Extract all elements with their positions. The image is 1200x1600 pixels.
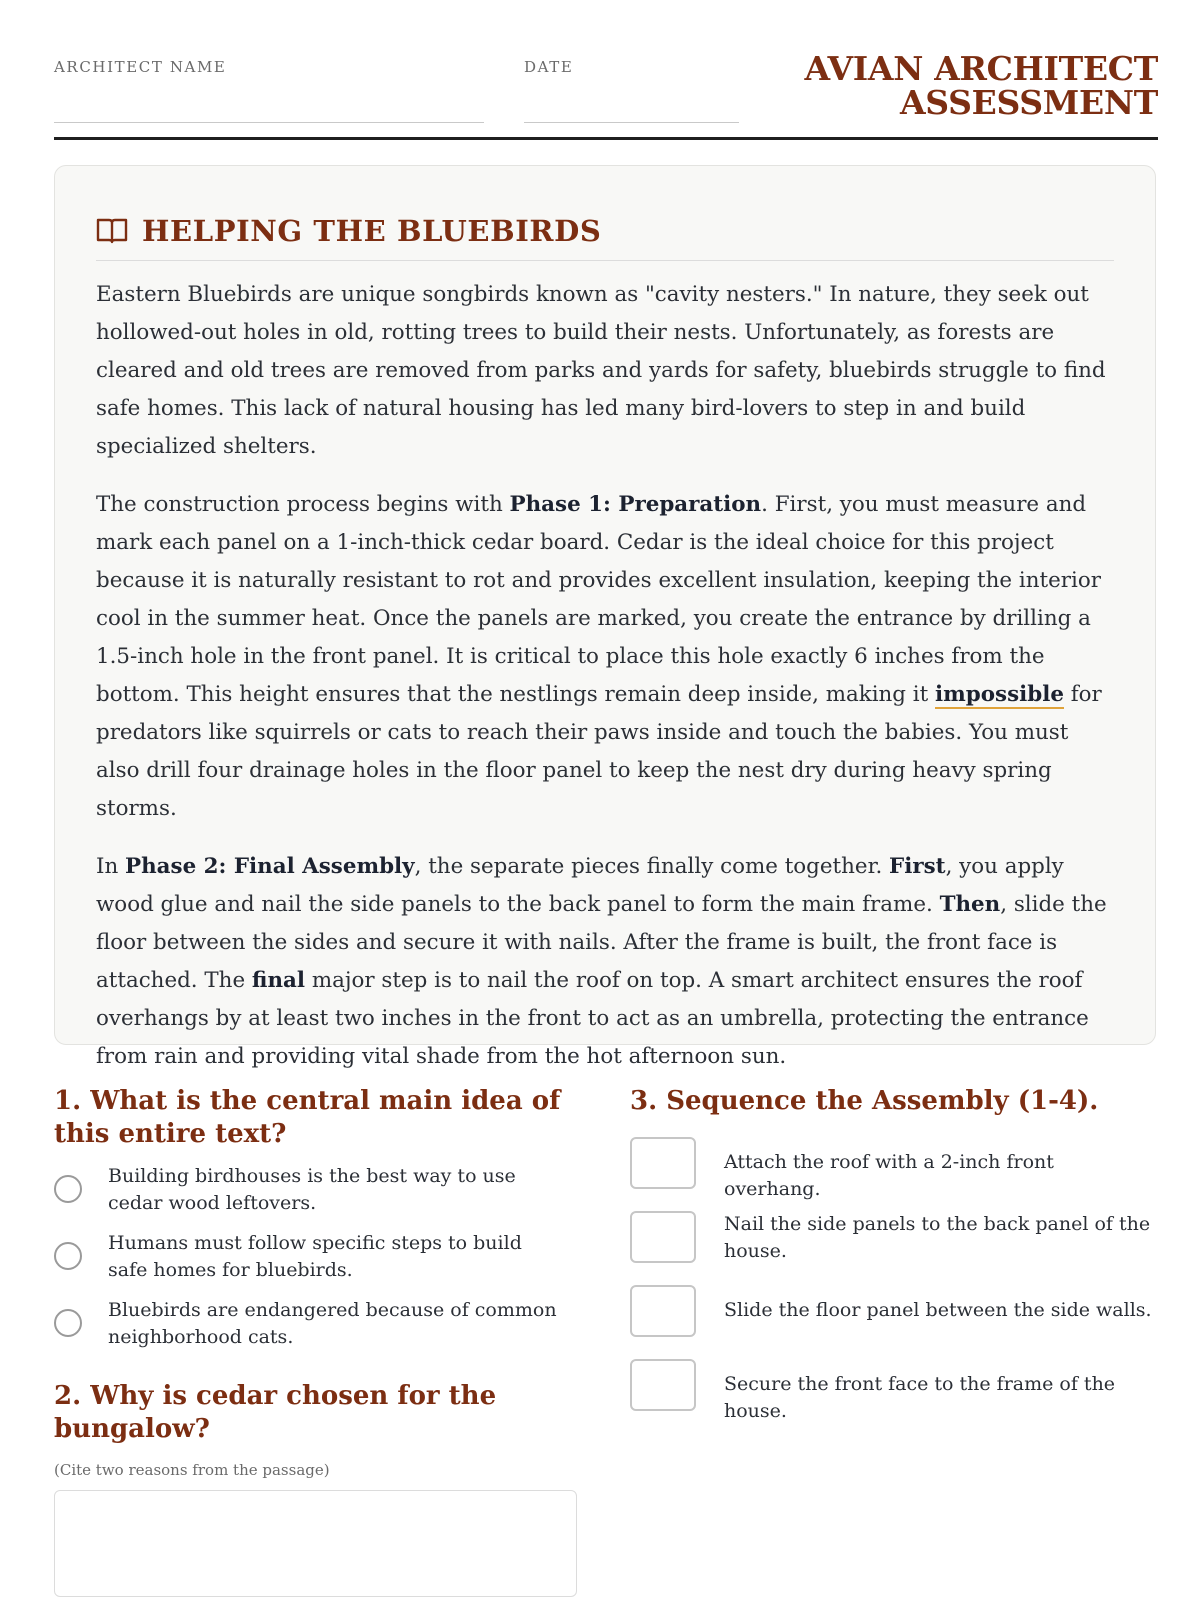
p3-text-g: , slide the floor between the sides and secure it with nails. After the frame is built, the front face is attached. The — [96, 892, 1107, 993]
question-3-title: 3. Sequence the Assembly (1-4). — [630, 1086, 1099, 1116]
passage-text — [96, 276, 1116, 1096]
q1-option-c-text: Bluebirds are endangered because of common neighborhood cats. — [108, 1299, 557, 1348]
question-2-note: (Cite two reasons from the passage) — [54, 1461, 330, 1479]
passage-title: HELPING THE BLUEBIRDS — [142, 214, 602, 248]
sequence-number-box[interactable] — [630, 1285, 696, 1337]
phase-1-label: Phase 1: Preparation — [509, 492, 762, 517]
book-icon — [96, 216, 128, 244]
header — [54, 49, 1158, 140]
p3-text-i: major step is to nail the roof on top. A smart architect ensures the roof overhangs by at least two inches in the front to act as an umbrella, protecting the entrance from rain and providing vital shade from the hot afternoon sun. — [96, 968, 1089, 1069]
first-keyword: First — [889, 854, 946, 879]
radio-button[interactable] — [54, 1175, 82, 1203]
sequence-number-box[interactable] — [630, 1359, 696, 1411]
p3-text-c: , the separate pieces finally come together. — [414, 854, 890, 879]
q1-option-b-text: Humans must follow specific steps to build safe homes for bluebirds. — [108, 1232, 522, 1281]
sequence-item-text: Attach the roof with a 2-inch front overhang. — [724, 1151, 1054, 1200]
passage-header — [96, 210, 1114, 261]
architect-name-line[interactable] — [54, 122, 484, 123]
sequence-item-text: Slide the floor panel between the side walls. — [724, 1299, 1152, 1321]
then-keyword: Then — [939, 892, 1001, 917]
highlighted-word: impossible — [935, 682, 1064, 707]
paragraph-2 — [96, 486, 1116, 828]
p2-text-a: The construction process begins with — [96, 492, 510, 517]
assessment-title — [804, 49, 1158, 122]
paragraph-1: Eastern Bluebirds are unique songbirds known as "cavity nesters." In nature, they seek out hollowed-out holes in old, rotting trees to build their nests. Unfortunately, as forests are cleared and old trees are removed from parks and yards for safety, bluebirds struggle to find safe homes. This lack of natural housing has led many bird-lovers to step in and build specialized shelters. — [96, 282, 1106, 459]
radio-button[interactable] — [54, 1309, 82, 1337]
paragraph-3 — [96, 848, 1116, 1076]
question-1-title: 1. What is the central main idea of this entire text? — [54, 1086, 561, 1149]
sequence-item-text: Nail the side panels to the back panel of the house. — [724, 1213, 1151, 1262]
question-2-title: 2. Why is cedar chosen for the bungalow? — [54, 1381, 497, 1444]
date-label: DATE — [524, 58, 574, 76]
architect-name-field[interactable] — [54, 58, 226, 76]
p2-text-e: for predators like squirrels or cats to reach their paws inside and touch the babies. You must also drill four drainage holes in the floor panel to keep the nest dry during heavy spring storms. — [96, 682, 1102, 821]
passage-card — [54, 165, 1156, 1069]
title-line-2: ASSESSMENT — [899, 83, 1158, 122]
sequence-number-box[interactable] — [630, 1137, 696, 1189]
p2-text-c: . First, you must measure and mark each panel on a 1-inch-thick cedar board. Cedar is the ideal choice for this project because it is naturally resistant to rot and provides excellent insulation, keeping the interior cool in the summer heat. Once the panels are marked, you create the entrance by drilling a 1.5-inch hole in the front panel. It is critical to place this hole exactly 6 inches from the bottom. This height ensures that the nestlings remain deep inside, making it — [96, 492, 1101, 707]
date-line[interactable] — [524, 122, 739, 123]
phase-2-label: Phase 2: Final Assembly — [125, 854, 415, 879]
sequence-item-text: Secure the front face to the frame of the house. — [724, 1373, 1116, 1422]
final-keyword: final — [251, 968, 306, 993]
p3-text-e: , you apply wood glue and nail the side panels to the back panel to form the main frame. — [96, 854, 1064, 917]
p3-text-a: In — [96, 854, 126, 879]
title-line-1: AVIAN ARCHITECT — [804, 49, 1158, 88]
q1-option-a-text: Building birdhouses is the best way to use cedar wood leftovers. — [108, 1165, 516, 1214]
date-field[interactable] — [524, 58, 573, 76]
architect-name-label: ARCHITECT NAME — [54, 58, 227, 76]
radio-button[interactable] — [54, 1242, 82, 1270]
question-2-answer-box[interactable] — [54, 1490, 577, 1597]
sequence-number-box[interactable] — [630, 1211, 696, 1263]
